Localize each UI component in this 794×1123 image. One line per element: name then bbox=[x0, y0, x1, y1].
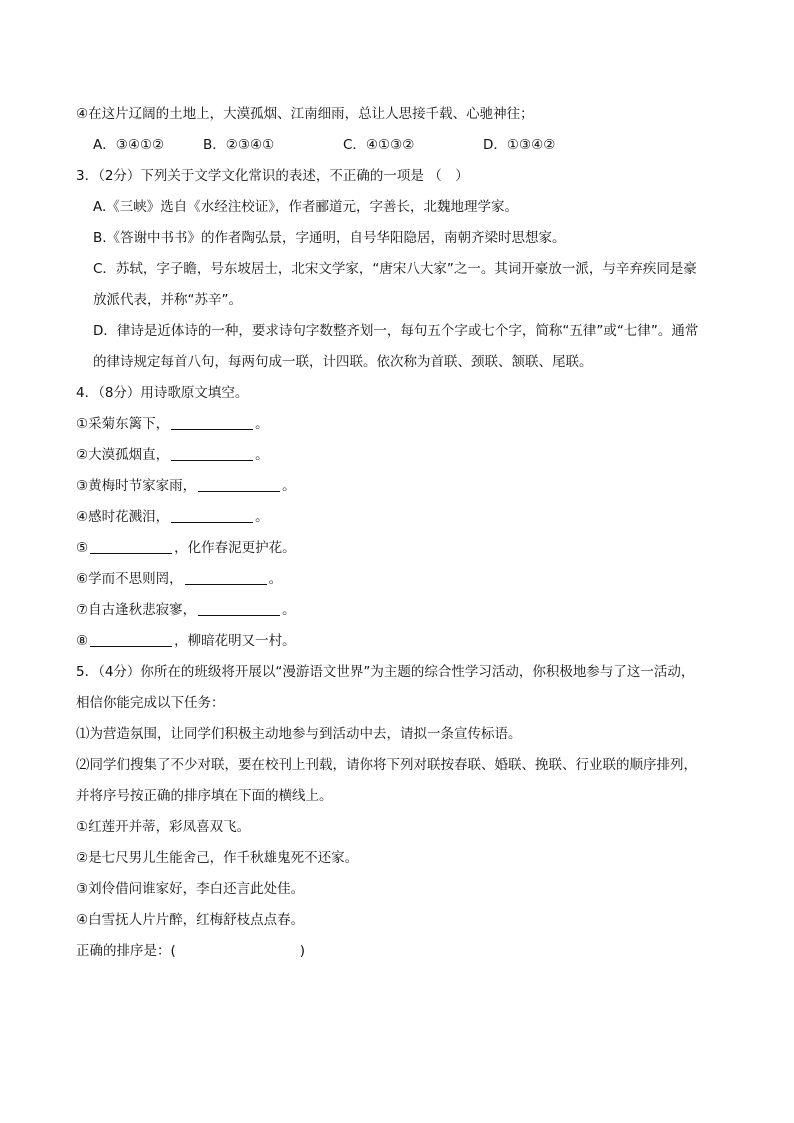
q4-item-tail: 。 bbox=[268, 571, 283, 587]
q4-item-text: ⑥学而不思则罔， bbox=[76, 571, 183, 587]
q4-item-tail: 。 bbox=[255, 447, 269, 463]
q3-option-a[interactable]: A.《三峡》选自《水经注校证》，作者郦道元，字善长，北魏地理学家。 bbox=[93, 199, 519, 215]
q4-item bbox=[76, 409, 754, 440]
couplet-3: ③刘伶借问谁家好，李白还言此处佳。 bbox=[76, 881, 305, 897]
answer-blank[interactable] bbox=[185, 570, 267, 585]
answer-suffix: ) bbox=[299, 943, 306, 959]
q2-item-4: ④在这片辽阔的土地上，大漠孤烟、江南细雨，总让人思接千载、心驰神往； bbox=[76, 106, 534, 122]
answer-blank[interactable] bbox=[171, 415, 253, 430]
answer-blank[interactable] bbox=[198, 601, 280, 616]
q4-item-tail: 。 bbox=[255, 416, 269, 432]
q3-option-b[interactable]: B.《答谢中书书》的作者陶弘景，字通明，自号华阳隐居，南朝齐梁时思想家。 bbox=[93, 230, 566, 246]
answer-blank[interactable] bbox=[171, 446, 253, 461]
q3-option-c-line1[interactable]: C．苏轼，字子瞻，号东坡居士，北宋文学家，“唐宋八大家”之一。其词开豪放一派，与辛弃疾同是豪 bbox=[93, 261, 697, 277]
couplet-2: ②是七尺男儿生能舍己，作千秋雄鬼死不还家。 bbox=[76, 850, 359, 866]
q3-stem: 3．（2分）下列关于文学文化常识的表述，不正确的一项是 （ ） bbox=[76, 168, 469, 184]
q4-item-tail: ，柳暗花明又一村。 bbox=[174, 633, 296, 649]
q4-item-text: ③黄梅时节家家雨， bbox=[76, 478, 197, 494]
answer-line bbox=[76, 936, 754, 967]
q5-stem-line2: 相信你能完成以下任务： bbox=[76, 695, 225, 711]
couplet-4: ④白雪抚人片片醉，红梅舒枝点点春。 bbox=[76, 912, 305, 928]
q4-item bbox=[76, 440, 754, 471]
q4-item-text: ⑧ bbox=[76, 633, 89, 649]
q4-item-tail: ，化作春泥更护花。 bbox=[174, 540, 296, 556]
answer-blank[interactable] bbox=[90, 632, 172, 647]
q3-option-c-line2: 放派代表，并称“苏辛”。 bbox=[93, 292, 242, 308]
q4-item-text: ④感时花溅泪， bbox=[76, 509, 170, 525]
answer-blank[interactable] bbox=[171, 508, 253, 523]
q5-task-1: ⑴为营造氛围，让同学们积极主动地参与到活动中去，请拟一条宣传标语。 bbox=[76, 726, 522, 742]
q4-item-text: ①采菊东篱下， bbox=[76, 416, 170, 432]
q4-item-tail: 。 bbox=[282, 478, 296, 494]
q4-item bbox=[76, 564, 754, 595]
q4-item-text: ②大漠孤烟直， bbox=[76, 447, 170, 463]
q4-item-text: ⑦自古逢秋悲寂寥， bbox=[76, 602, 197, 618]
q5-task-2-line1: ⑵同学们搜集了不少对联，要在校刊上刊载，请你将下列对联按春联、婚联、挽联、行业联的顺序排列， bbox=[76, 757, 697, 773]
q4-item-tail: 。 bbox=[282, 602, 296, 618]
q4-stem: 4．（8分）用诗歌原文填空。 bbox=[76, 385, 249, 401]
q4-item-tail: 。 bbox=[255, 509, 269, 525]
q4-item bbox=[76, 595, 754, 626]
choice-d[interactable]: D．①③④② bbox=[483, 137, 556, 153]
q5-stem-line1: 5．（4分）你所在的班级将开展以“漫游语文世界”为主题的综合性学习活动，你积极地参与了这一活动， bbox=[76, 664, 695, 680]
choice-c[interactable]: C．④①③② bbox=[343, 137, 415, 153]
q3-option-d-line2: 的律诗规定每首八句，每两句成一联，计四联。依次称为首联、颈联、颔联、尾联。 bbox=[93, 354, 593, 370]
q3-option-d-line1[interactable]: D．律诗是近体诗的一种，要求诗句字数整齐划一，每句五个字或七个字，简称“五律”或“七律”。通常 bbox=[93, 323, 699, 339]
q4-item bbox=[76, 502, 754, 533]
q5-task-2-line2: 并将序号按正确的排序填在下面的横线上。 bbox=[76, 788, 333, 804]
choice-a[interactable]: A．③④①② bbox=[93, 137, 165, 153]
q4-item bbox=[76, 533, 754, 564]
answer-blank[interactable] bbox=[90, 539, 172, 554]
choice-b[interactable]: B．②③④① bbox=[203, 137, 275, 153]
answer-prefix: 正确的排序是：( bbox=[76, 943, 176, 959]
q4-item bbox=[76, 471, 754, 502]
couplet-1: ①红莲开并蒂，彩凤喜双飞。 bbox=[76, 819, 251, 835]
answer-blank[interactable] bbox=[198, 477, 280, 492]
q4-item-text: ⑤ bbox=[76, 540, 89, 556]
q2-choices bbox=[76, 130, 754, 161]
q4-item bbox=[76, 626, 754, 657]
